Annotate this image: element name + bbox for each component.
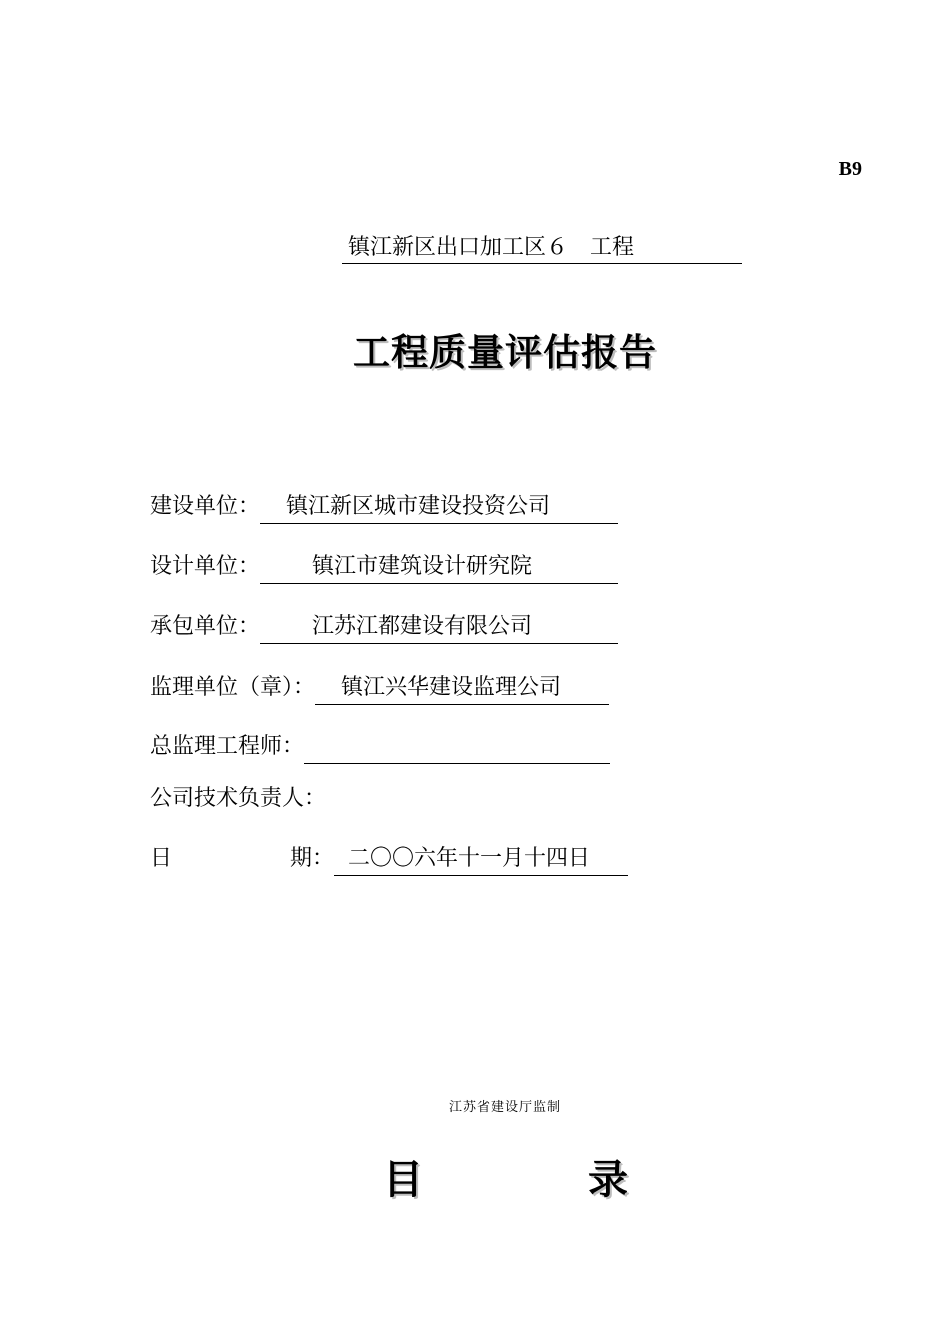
- document-title: 工程质量评估报告: [353, 331, 657, 374]
- toc-heading-char-1: 目: [383, 1157, 423, 1203]
- field-contractor-label: 承包单位：: [150, 614, 261, 639]
- field-tech-lead-label: 公司技术负责人：: [150, 786, 327, 811]
- field-designer-label: 设计单位：: [150, 554, 261, 579]
- field-supervisor: [150, 671, 609, 705]
- field-client-label: 建设单位：: [150, 494, 261, 519]
- field-date: [150, 842, 628, 876]
- field-designer: [150, 550, 618, 584]
- field-tech-lead: [150, 782, 326, 816]
- field-supervisor-label: 监理单位（章）：: [150, 675, 316, 700]
- project-name: 镇江新区出口加工区６ 工程: [342, 232, 742, 264]
- field-supervisor-value: 镇江兴华建设监理公司: [315, 671, 609, 705]
- field-client: [150, 490, 618, 524]
- field-designer-value: 镇江市建筑设计研究院: [260, 550, 618, 584]
- field-date-value: 二〇〇六年十一月十四日: [334, 842, 628, 876]
- issuer-note: 江苏省建设厅监制: [448, 1100, 561, 1115]
- field-chief-engineer: [150, 730, 610, 764]
- form-code: B9: [838, 158, 862, 180]
- field-contractor-value: 江苏江都建设有限公司: [260, 610, 618, 644]
- field-chief-engineer-label: 总监理工程师：: [150, 734, 305, 759]
- field-client-value: 镇江新区城市建设投资公司: [260, 490, 618, 524]
- field-chief-engineer-value: [304, 730, 610, 764]
- toc-heading-char-2: 录: [588, 1157, 628, 1203]
- field-date-label-b: 期：: [290, 846, 335, 871]
- field-contractor: [150, 610, 618, 644]
- field-date-label-a: 日: [150, 846, 173, 871]
